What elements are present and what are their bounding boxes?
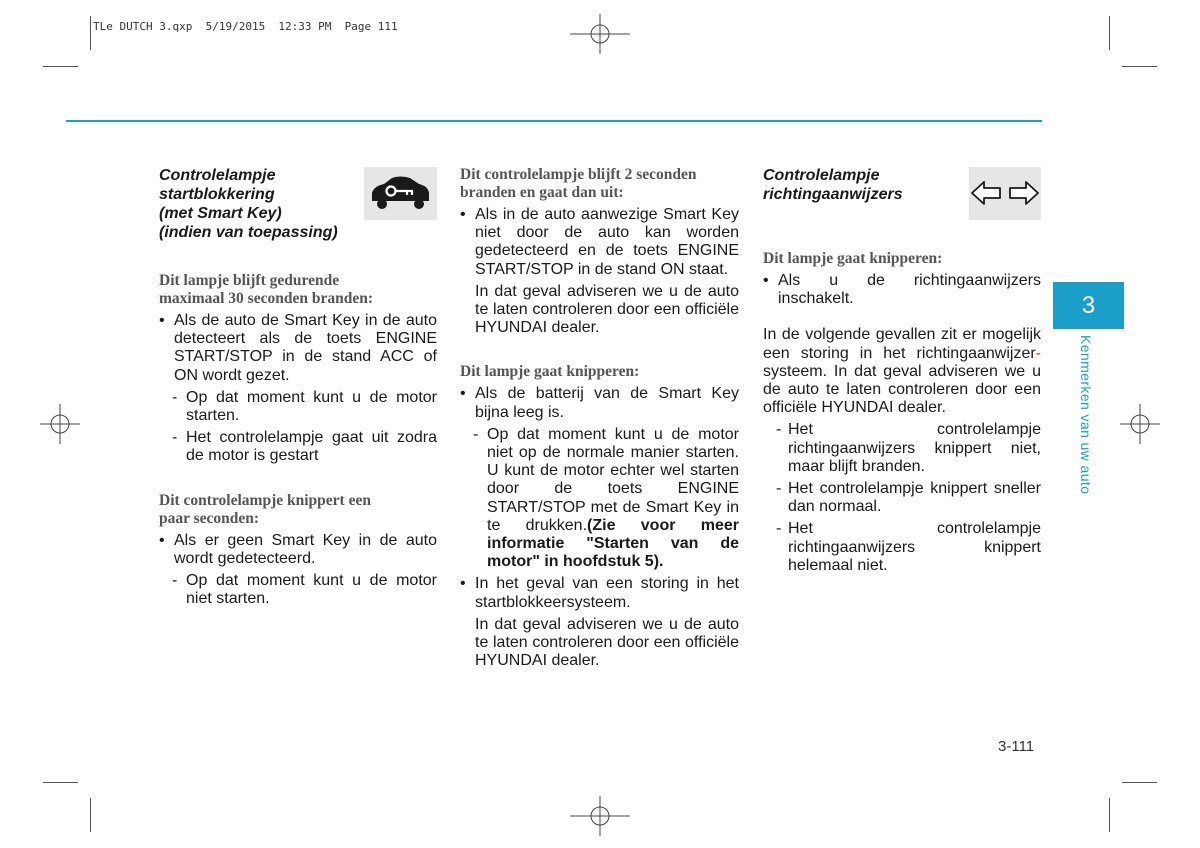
- chapter-number: 3: [1081, 291, 1096, 319]
- bullet-item: • Als er geen Smart Key in de auto wordt gedetecteerd.: [159, 532, 437, 568]
- subheading-line: Dit lampje gaat knipperen:: [763, 250, 943, 267]
- paragraph: [763, 326, 1041, 417]
- column-1: [159, 166, 437, 608]
- paragraph-text: systeem. In dat geval adviseren we u de auto te laten controleren door een officiële HYUNDAI dealer.: [763, 362, 1041, 417]
- subheading-line: Dit lampje gaat knipperen:: [460, 363, 640, 381]
- crop-mark: [90, 798, 91, 832]
- registration-mark-top: [570, 14, 630, 54]
- dash-text: Op dat moment kunt u de motor niet op de normale manier starten. U kunt de motor echter wel starten door de toets ENGINE START/STOP met de Smart Key in te drukken.: [487, 425, 739, 534]
- bullet-item: • Als de auto de Smart Key in de auto detecteert als de toets ENGINE START/STOP in de stand ACC of ON wordt gezet.: [159, 312, 437, 385]
- subheading-line: branden en gaat dan uit:: [460, 184, 624, 201]
- paragraph: In dat geval adviseren we u de auto te laten controleren door een officiële HYUNDAI dealer.: [475, 615, 739, 670]
- subheading-line: Dit controlelampje knippert een: [159, 491, 371, 509]
- subheading: [159, 492, 437, 528]
- crop-mark: [1122, 782, 1157, 783]
- subheading: [763, 250, 1041, 268]
- crop-mark: [1109, 798, 1110, 832]
- title-line: Controlelampje: [763, 167, 880, 184]
- cross-reference: (Zie voor meer informatie "Starten van de motor" in hoofdstuk 5).: [487, 516, 739, 571]
- chapter-tab: [1053, 282, 1124, 329]
- crop-mark: [90, 16, 91, 50]
- title-line: (indien van toepassing): [159, 224, 338, 241]
- bullet-item: • In het geval van een storing in het startblokkeersysteem.: [460, 575, 739, 611]
- page-number: 3-111: [998, 738, 1035, 755]
- registration-mark-left: [40, 404, 80, 444]
- dash-item: [460, 426, 739, 572]
- dash-item: - Op dat moment kunt u de motor niet starten.: [159, 572, 437, 608]
- dash-item: - Het controlelampje gaat uit zodra de motor is gestart: [159, 429, 437, 465]
- subheading: [159, 272, 437, 308]
- registration-mark-bottom: [570, 796, 630, 836]
- dash-item: - Het controlelampje knippert sneller dan normaal.: [763, 480, 1041, 516]
- subheading: [460, 166, 739, 202]
- dash-item: - Op dat moment kunt u de motor starten.: [159, 389, 437, 425]
- subheading-line: paar seconden:: [159, 509, 260, 527]
- title-line: richtingaanwijzers: [763, 186, 903, 203]
- turn-signal-arrows-icon: [969, 167, 1041, 220]
- crop-mark: [43, 782, 78, 783]
- subheading-line: maximaal 30 seconden branden:: [159, 290, 373, 307]
- top-rule: [66, 120, 1042, 122]
- chapter-title: Kenmerken van uw auto: [1078, 335, 1094, 495]
- paragraph: In dat geval adviseren we u de auto te laten controleren door een officiële HYUNDAI dealer.: [475, 282, 739, 337]
- dash-item: - Het controlelampje richtingaanwijzers knippert niet, maar blijft branden.: [763, 421, 1041, 476]
- subheading-line: Dit controlelampje blijft 2 seconden: [460, 166, 697, 183]
- turn-signal-indicator-box: [969, 167, 1041, 220]
- subheading: [460, 363, 739, 381]
- column-2: [460, 166, 739, 670]
- subheading-line: Dit lampje blijft gedurende: [159, 272, 340, 289]
- hyphen: -: [1035, 344, 1041, 362]
- title-line: Controlelampje: [159, 167, 276, 184]
- car-key-icon: [364, 167, 437, 220]
- title-line: startblokkering: [159, 186, 275, 203]
- title-line: (met Smart Key): [159, 205, 282, 222]
- crop-mark: [1109, 16, 1110, 50]
- immobilizer-indicator-box: [364, 167, 437, 220]
- crop-mark: [43, 66, 78, 67]
- bullet-item: • Als u de richtingaanwijzers inschakelt.: [763, 272, 1041, 308]
- crop-mark: [1122, 66, 1157, 67]
- bullet-item: • Als in de auto aanwezige Smart Key niet door de auto kan worden gedetecteerd en de toets ENGINE START/STOP in de stand ON staat.: [460, 206, 739, 279]
- bullet-item: • Als de batterij van de Smart Key bijna leeg is.: [460, 385, 739, 421]
- registration-mark-right: [1120, 404, 1160, 444]
- dash-item: - Het controlelampje richtingaanwijzers knippert helemaal niet.: [763, 520, 1041, 575]
- print-header: TLe DUTCH 3.qxp 5/19/2015 12:33 PM Page 111: [93, 20, 398, 33]
- paragraph-text: In de volgende gevallen zit er mogelijk een storing in het richtingaanwijzer: [763, 326, 1041, 362]
- column-3: [763, 166, 1041, 575]
